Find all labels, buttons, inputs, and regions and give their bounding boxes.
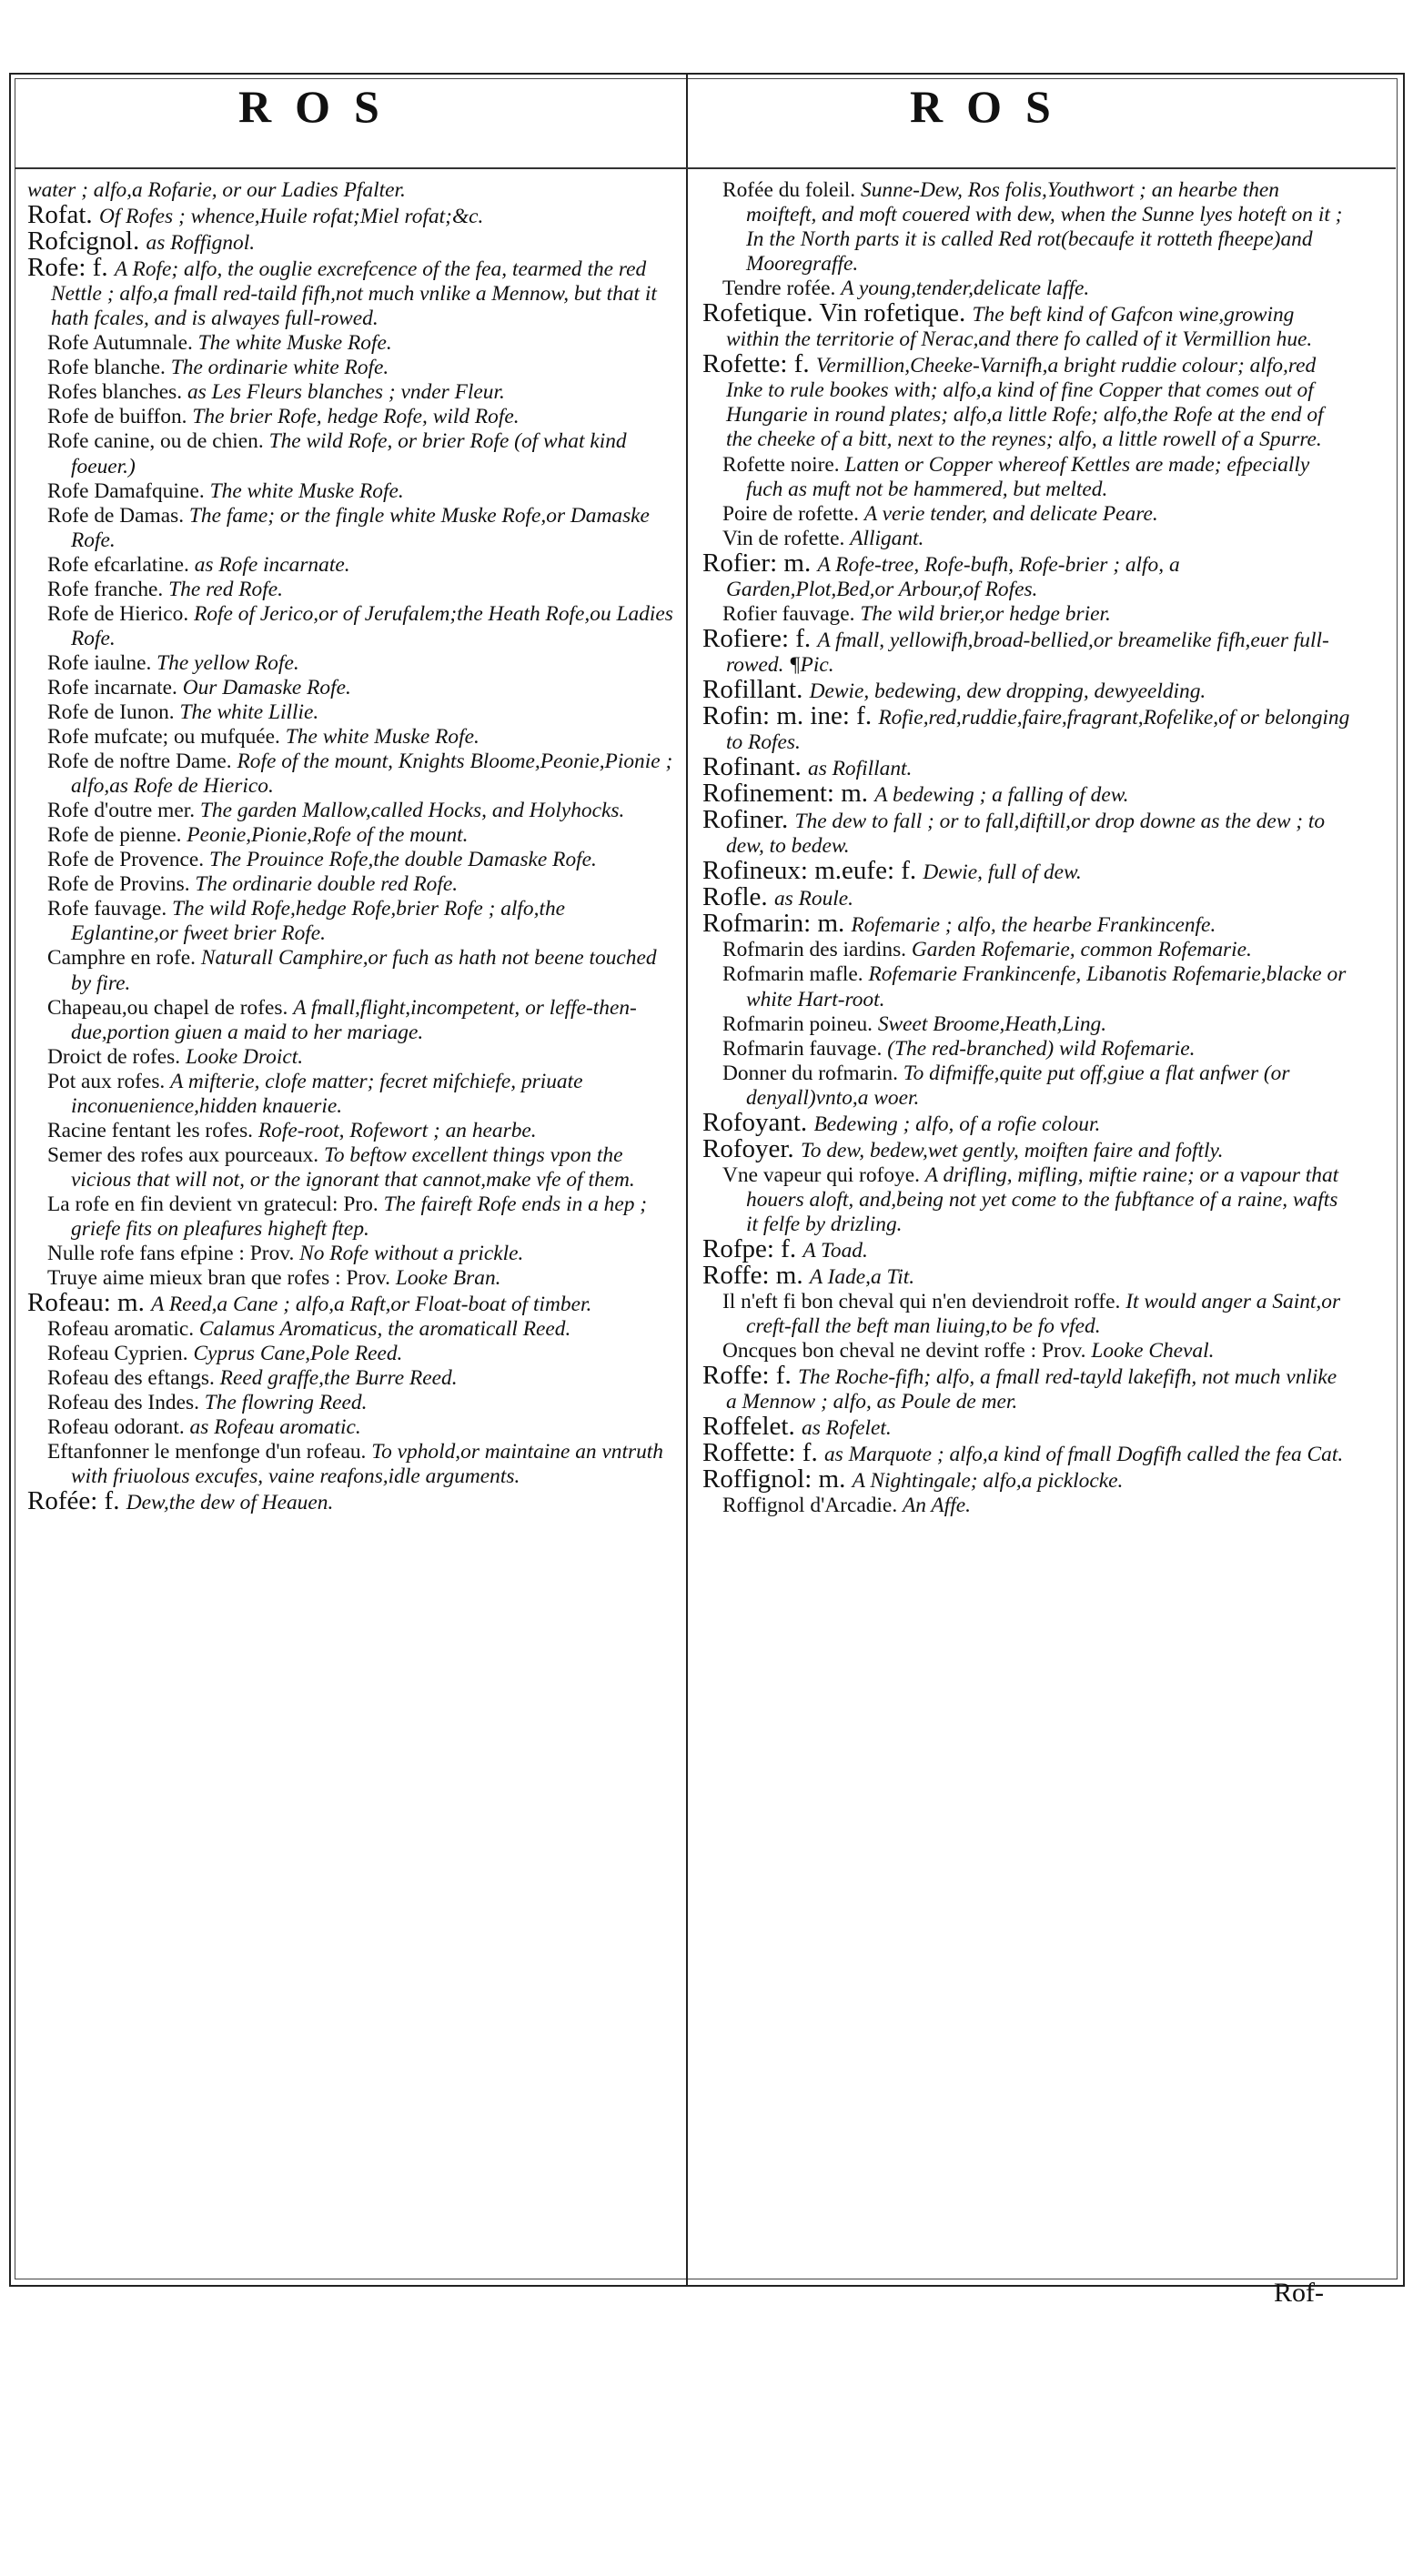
definition: A Rofe-tree, Rofe-bufh, Rofe-brier ; alfo, a Garden,Plot,Bed,or Arbour,of Rofes.: [726, 552, 1180, 601]
definition: The red Rofe.: [168, 577, 283, 601]
dictionary-entry: [27, 848, 675, 872]
dictionary-entry: [702, 700, 1350, 755]
headword: Rofe de Iunon.: [47, 699, 180, 724]
dictionary-entry: [27, 1391, 675, 1415]
headword: Vin de rofette.: [722, 526, 851, 550]
definition: Rofemarie ; alfo, the hearbe Frankincenfe.: [851, 913, 1216, 938]
definition: Looke Cheval.: [1091, 1339, 1215, 1363]
definition: The beft kind of Gafcon wine,growing within the territorie of Nerac,and there fo called of it Vermillion hue.: [726, 303, 1313, 352]
definition: A drifling, mifling, miftie raine; or a vapour that houers aloft, and,being not yet come to the fubftance of a raine, wafts it felfe by drizling.: [746, 1162, 1339, 1236]
dictionary-entry: [702, 805, 1350, 859]
definition: Sunne-Dew, Ros folis,Youthwort ; an hearbe then moifteft, and moft couered with dew, when the Sunne lyes hoteft on it ; In the North parts it is called Red rot(becaufe it rotteth fheepe)and Mooregraffe.: [746, 178, 1343, 277]
dictionary-entry: [702, 1363, 1350, 1414]
dictionary-entry: [27, 429, 675, 478]
definition: Rofe of Jerico,or of Jerufalem;the Heath Rofe,ou Ladies Rofe.: [71, 601, 673, 650]
definition: A fmall, yellowifh,broad-bellied,or breamelike fifh,euer full-rowed. ¶Pic.: [726, 628, 1329, 677]
definition: The wild brier,or hedge brier.: [860, 601, 1111, 626]
headword: Rofmarin mafle.: [722, 962, 869, 987]
headword: Rofeau des eftangs.: [47, 1366, 220, 1391]
dictionary-entry: [702, 1263, 1350, 1290]
headword: Rofpe: f.: [702, 1233, 803, 1263]
dictionary-entry: [27, 578, 675, 602]
headword: Rofe d'outre mer.: [47, 799, 200, 823]
headword: Rofée: f.: [27, 1486, 126, 1516]
definition: The faireft Rofe ends in a hep ; griefe fits on pleafures higheft ftep.: [71, 1192, 648, 1241]
dictionary-entry: [27, 676, 675, 700]
dictionary-entry: [27, 380, 675, 405]
headword: Rofmarin: m.: [702, 909, 852, 939]
headword: Rofe efcarlatine.: [47, 552, 195, 577]
dictionary-entry: [702, 1339, 1350, 1363]
definition: as Rofeau aromatic.: [189, 1415, 361, 1440]
dictionary-entry: [27, 1045, 675, 1070]
dictionary-entry: [702, 856, 1350, 886]
dictionary-entry: [702, 752, 1350, 782]
dictionary-entry: [27, 178, 675, 203]
headword: Rofetique. Vin rofetique.: [702, 298, 973, 328]
dictionary-entry: [702, 1438, 1350, 1468]
headword: Rofeau aromatic.: [47, 1317, 199, 1342]
dictionary-entry: [702, 962, 1350, 1011]
definition: Calamus Aromaticus, the aromaticall Reed.: [198, 1317, 571, 1342]
headword: Rofiner.: [702, 805, 795, 835]
dictionary-entry: [27, 200, 675, 230]
headword: Rofiere: f.: [702, 623, 818, 653]
definition: No Rofe without a prickle.: [299, 1242, 524, 1266]
dictionary-entry: [702, 674, 1350, 704]
headword: Rofette noire.: [722, 452, 845, 477]
definition: A verie tender, and delicate Peare.: [863, 501, 1158, 526]
definition: Of Rofes ; whence,Huile rofat;Miel rofat;&c.: [98, 205, 484, 229]
definition: The ordinarie white Rofe.: [170, 356, 389, 380]
dictionary-entry: [702, 527, 1350, 551]
running-head-left: ROS: [238, 81, 403, 132]
dictionary-entry: [702, 548, 1350, 602]
headword: Il n'eft fi bon cheval qui n'en deviendroit roffe.: [722, 1290, 1126, 1314]
headword: Rofe Damafquine.: [47, 478, 210, 503]
dictionary-entry: [27, 651, 675, 676]
definition: A fmall,flight,incompetent, or leffe-then-due,portion giuen a maid to her mariage.: [71, 995, 637, 1044]
definition: A Rofe; alfo, the ouglie excrefcence of the fea, tearmed the red Nettle ; alfo,a fmall red-taild fifh,not much vnlike a Mennow, but that it hath fcales, and is alwayes full-rowed.: [51, 257, 657, 331]
dictionary-entry: [27, 725, 675, 750]
column-divider: [686, 73, 688, 2285]
definition: Sweet Broome,Heath,Ling.: [877, 1011, 1107, 1036]
headword: Rofe de Provins.: [47, 872, 196, 897]
dictionary-entry: [702, 1107, 1350, 1137]
definition: The flowring Reed.: [204, 1391, 368, 1415]
dictionary-entry: [702, 1414, 1350, 1441]
dictionary-entry: [27, 331, 675, 356]
headword: Truye aime mieux bran que rofes : Prov.: [47, 1266, 396, 1291]
header-rule: [15, 167, 1396, 169]
definition: A bedewing ; a falling of dew.: [874, 783, 1129, 808]
definition: A mifterie, clofe matter; fecret mifchiefe, priuate inconuenience,hidden knauerie.: [71, 1069, 583, 1118]
headword: Rofoyer.: [702, 1133, 801, 1163]
definition: Latten or Copper whereof Kettles are made; efpecially fuch as muft not be hammered, but melted.: [746, 452, 1310, 501]
definition: as Rofelet.: [802, 1416, 892, 1441]
headword: Rofeau: m.: [27, 1288, 152, 1318]
dictionary-entry: [27, 897, 675, 946]
definition: as Les Fleurs blanches ; vnder Fleur.: [187, 380, 505, 405]
definition: Looke Droict.: [185, 1044, 304, 1069]
dictionary-entry: [702, 623, 1350, 678]
headword: Rofat.: [27, 200, 99, 230]
dictionary-entry: [27, 504, 675, 553]
headword: Rofe de Provence.: [47, 848, 209, 872]
definition: It would anger a Saint,or creft-fall the beft man liuing,to be fo vfed.: [746, 1290, 1341, 1339]
headword: Rofe iaulne.: [47, 650, 157, 675]
headword: Oncques bon cheval ne devint roffe : Prov.: [722, 1339, 1092, 1363]
dictionary-entry: [27, 479, 675, 504]
definition: A young,tender,delicate laffe.: [841, 277, 1090, 301]
definition: Garden Rofemarie, common Rofemarie.: [911, 938, 1252, 962]
dictionary-entry: [702, 1012, 1350, 1037]
left-column: [27, 178, 675, 1516]
dictionary-entry: [702, 1290, 1350, 1339]
dictionary-entry: [27, 996, 675, 1045]
dictionary-entry: [702, 1163, 1350, 1237]
definition: Rofemarie Frankincenfe, Libanotis Rofemarie,blacke or white Hart-root.: [746, 962, 1347, 1011]
dictionary-entry: [27, 750, 675, 799]
definition: Dewie, bedewing, dew dropping, dewyeelding.: [809, 679, 1206, 703]
headword: Rofe blanche.: [47, 356, 171, 380]
dictionary-entry: [27, 823, 675, 848]
headword: Roffignol: m.: [702, 1464, 853, 1494]
definition: Cyprus Cane,Pole Reed.: [193, 1342, 403, 1366]
definition: To vphold,or maintaine an vntruth with friuolous excufes, vaine reafons,idle arguments.: [71, 1440, 663, 1489]
dictionary-entry: [702, 781, 1350, 808]
headword: Rofes blanches.: [47, 380, 187, 405]
dictionary-entry: [702, 602, 1350, 627]
headword: Poire de rofette.: [722, 501, 864, 526]
definition: The white Lillie.: [179, 699, 319, 724]
headword: Rofeau des Indes.: [47, 1391, 205, 1415]
headword: Rofillant.: [702, 674, 810, 704]
dictionary-entry: [27, 1288, 675, 1318]
dictionary-entry: [27, 700, 675, 725]
headword: Tendre rofée.: [722, 277, 842, 301]
definition: Reed graffe,the Burre Reed.: [219, 1366, 458, 1391]
definition: Rofe-root, Rofewort ; an hearbe.: [257, 1118, 537, 1142]
headword: Rofle.: [702, 882, 774, 912]
headword: Rofeau odorant.: [47, 1415, 190, 1440]
definition: A Iade,a Tit.: [809, 1265, 915, 1290]
dictionary-entry: [702, 298, 1350, 352]
headword: Roffelet.: [702, 1412, 802, 1442]
definition: Rofie,red,ruddie,faire,fragrant,Rofelike,of or belonging to Rofes.: [726, 705, 1350, 755]
dictionary-entry: [702, 1494, 1350, 1518]
dictionary-entry: [27, 946, 675, 995]
headword: Roffette: f.: [702, 1438, 824, 1468]
dictionary-entry: [27, 1266, 675, 1291]
definition: The brier Rofe, hedge Rofe, wild Rofe.: [192, 405, 520, 429]
headword: Rofe incarnate.: [47, 675, 183, 699]
definition: Looke Bran.: [395, 1266, 501, 1291]
headword: Rofe canine, ou de chien.: [47, 429, 269, 454]
headword: Rofinement: m.: [702, 779, 875, 809]
dictionary-entry: [702, 1464, 1350, 1494]
definition: as Roffignol.: [146, 231, 256, 256]
definition: (The red-branched) wild Rofemarie.: [887, 1036, 1196, 1061]
dictionary-entry: [702, 349, 1350, 452]
definition: An Affe.: [903, 1494, 971, 1518]
definition: To difmiffe,quite put off,giue a flat anfwer (or denyall)vnto,a woer.: [746, 1061, 1290, 1110]
headword: Roffignol d'Arcadie.: [722, 1494, 903, 1518]
dictionary-entry: [27, 1317, 675, 1342]
definition: The ordinarie double red Rofe.: [195, 872, 459, 897]
definition: The white Muske Rofe.: [209, 478, 404, 503]
definition: The yellow Rofe.: [156, 650, 299, 675]
headword: Rofe de Hierico.: [47, 601, 195, 626]
headword: Rofe mufcate; ou mufquée.: [47, 725, 286, 750]
headword: Rofe fauvage.: [47, 897, 173, 921]
headword: Camphre en rofe.: [47, 946, 201, 971]
dictionary-entry: [27, 1486, 675, 1516]
headword: Roffe: f.: [702, 1361, 798, 1391]
definition: as Rofe incarnate.: [194, 552, 350, 577]
definition: Peonie,Pionie,Rofe of the mount.: [187, 823, 469, 848]
headword: Rofcignol.: [27, 226, 146, 257]
headword: Rofette: f.: [702, 349, 816, 379]
headword: Vne vapeur qui rofoye.: [722, 1162, 925, 1187]
definition: Dew,the dew of Heauen.: [126, 1491, 334, 1515]
headword: Chapeau,ou chapel de rofes.: [47, 995, 294, 1020]
definition: Our Damaske Rofe.: [182, 675, 351, 699]
dictionary-entry: [702, 938, 1350, 962]
headword: Rofinant.: [702, 752, 808, 782]
definition: Alligant.: [850, 526, 924, 550]
dictionary-entry: [27, 872, 675, 897]
definition: Rofe of the mount, Knights Bloome,Peonie,Pionie ; alfo,as Rofe de Hierico.: [71, 750, 673, 799]
definition: The Roche-fifh; alfo, a fmall red-tayld lakefifh, not much vnlike a Mennow ; alfo, as Poule de mer.: [726, 1365, 1337, 1414]
headword: Rofe: f.: [27, 253, 115, 283]
definition: as Marquote ; alfo,a kind of fmall Dogfifh called the fea Cat.: [823, 1443, 1344, 1467]
dictionary-entry: [702, 1133, 1350, 1163]
definition: A Reed,a Cane ; alfo,a Raft,or Float-boat of timber.: [151, 1293, 592, 1317]
dictionary-entry: [702, 1037, 1350, 1062]
dictionary-entry: [702, 453, 1350, 502]
dictionary-entry: [27, 1143, 675, 1192]
headword: Droict de rofes.: [47, 1044, 186, 1069]
dictionary-entry: [27, 1242, 675, 1266]
dictionary-entry: [27, 1070, 675, 1119]
definition: The wild Rofe, or brier Rofe (of what kind foeuer.): [71, 429, 627, 478]
definition: Vermillion,Cheeke-Varnifh,a bright ruddie colour; alfo,red Inke to rule bookes with; alfo,a kind of fine Copper that comes out of Hungarie in round plates; alfo,a little Rofe; alfo,the Rofe at the end of the cheeke of a bitt, next to the reynes; alfo, a little rowell of a Spurre.: [726, 354, 1324, 452]
headword: Rofe de buiffon.: [47, 405, 193, 429]
headword: Rofin: m. ine: f.: [702, 700, 879, 730]
dictionary-entry: [702, 1062, 1350, 1111]
headword: Rofmarin fauvage.: [722, 1036, 888, 1061]
running-head-right: ROS: [910, 81, 1075, 132]
dictionary-entry: [27, 1440, 675, 1489]
headword: Rofeau Cyprien.: [47, 1342, 194, 1366]
headword: Rofoyant.: [702, 1107, 814, 1137]
definition: To beftow excellent things vpon the vicious that will not, or the ignorant that cannot,make vfe of them.: [71, 1142, 635, 1192]
dictionary-entry: [27, 1342, 675, 1366]
headword: Donner du rofmarin.: [722, 1061, 903, 1085]
headword: Rofier fauvage.: [722, 601, 861, 626]
headword: Racine fentant les rofes.: [47, 1118, 258, 1142]
dictionary-entry: [27, 1192, 675, 1242]
headword: Rofe de noftre Dame.: [47, 750, 237, 774]
headword: Rofe de Damas.: [47, 503, 189, 528]
headword: Rofineux: m.eufe: f.: [702, 856, 923, 886]
definition: A Toad.: [802, 1238, 868, 1263]
dictionary-entry: [27, 405, 675, 429]
definition: The wild Rofe,hedge Rofe,brier Rofe ; alfo,the Eglantine,or fweet brier Rofe.: [71, 897, 566, 946]
dictionary-entry: [702, 1233, 1350, 1263]
definition: To dew, bedew,wet gently, moiften faire and foftly.: [800, 1138, 1224, 1162]
headword: Rofe Autumnale.: [47, 331, 198, 356]
headword: La rofe en fin devient vn gratecul: Pro.: [47, 1192, 384, 1216]
definition: The dew to fall ; or to fall,diftill,or drop downe as the dew ; to dew, to bedew.: [726, 810, 1326, 859]
headword: Rofe franche.: [47, 577, 169, 601]
headword: Rofe de pienne.: [47, 823, 187, 848]
dictionary-entry: [702, 882, 1350, 912]
headword: Rofier: m.: [702, 548, 818, 578]
headword: Rofmarin poineu.: [722, 1011, 878, 1036]
right-column: [702, 178, 1350, 1518]
dictionary-entry: [702, 911, 1350, 938]
headword: Pot aux rofes.: [47, 1069, 171, 1093]
headword: Roffe: m.: [702, 1261, 810, 1291]
catchword: Rof-: [1274, 2278, 1324, 2308]
dictionary-entry: [27, 356, 675, 380]
headword: Rofmarin des iardins.: [722, 938, 912, 962]
definition: Naturall Camphire,or fuch as hath not beene touched by fire.: [71, 946, 657, 995]
dictionary-entry: [27, 602, 675, 651]
dictionary-entry: [702, 178, 1350, 277]
definition: A Nightingale; alfo,a picklocke.: [852, 1469, 1124, 1494]
dictionary-entry: [27, 799, 675, 823]
dictionary-entry: [27, 1119, 675, 1143]
headword: Nulle rofe fans efpine : Prov.: [47, 1242, 300, 1266]
definition: water ; alfo,a Rofarie, or our Ladies Pfalter.: [27, 178, 406, 202]
definition: The fame; or the fingle white Muske Rofe,or Damaske Rofe.: [71, 503, 650, 552]
definition: Bedewing ; alfo, of a rofie colour.: [813, 1112, 1101, 1136]
definition: The Prouince Rofe,the double Damaske Rofe.: [208, 848, 597, 872]
dictionary-entry: [27, 553, 675, 578]
definition: The white Muske Rofe.: [285, 725, 479, 750]
dictionary-entry: [27, 253, 675, 331]
headword: Semer des rofes aux pourceaux.: [47, 1142, 324, 1167]
definition: Dewie, full of dew.: [923, 860, 1082, 885]
headword: Eftanfonner le menfonge d'un rofeau.: [47, 1440, 372, 1464]
definition: The garden Mallow,called Hocks, and Holyhocks.: [199, 799, 625, 823]
dictionary-entry: [27, 1415, 675, 1440]
dictionary-entry: [27, 226, 675, 257]
dictionary-entry: [702, 277, 1350, 301]
definition: as Roule.: [773, 887, 853, 911]
headword: Rofée du foleil.: [722, 178, 861, 202]
dictionary-entry: [702, 502, 1350, 527]
definition: as Rofillant.: [808, 757, 913, 781]
definition: The white Muske Rofe.: [197, 331, 392, 356]
dictionary-entry: [27, 1366, 675, 1391]
